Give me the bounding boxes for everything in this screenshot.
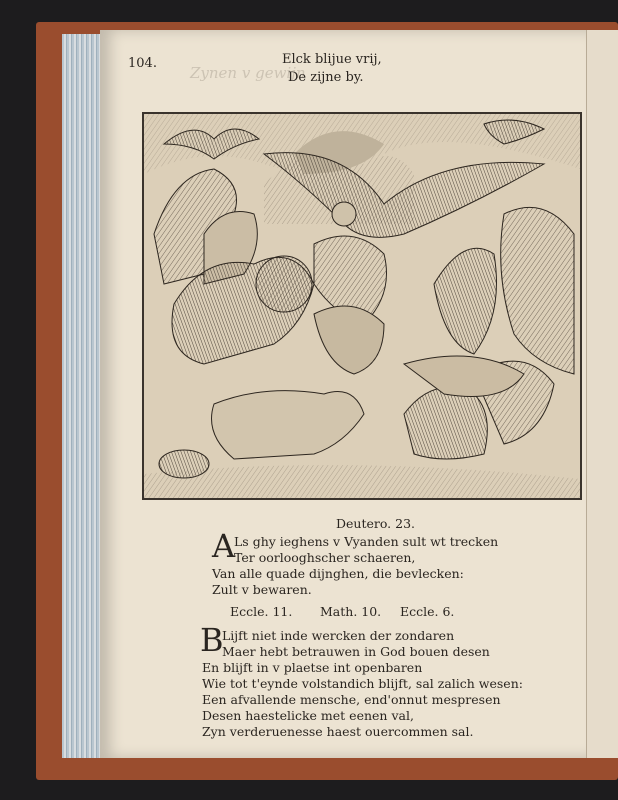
verse-1-line-1: Ls ghy ieghens v Vyanden sult wt trecken bbox=[234, 534, 499, 549]
engraving-illustration bbox=[142, 112, 582, 500]
animals-engraving bbox=[144, 114, 580, 498]
verse-2-line-4: Wie tot t'eynde volstandich blijft, sal zalich wesen: bbox=[202, 676, 523, 691]
show-through-text: Zynen v gewijn bbox=[190, 64, 306, 82]
reference-eccle-6: Eccle. 6. bbox=[400, 604, 455, 619]
verse-1-line-3: Van alle quade dijnghen, die bevlecken: bbox=[212, 566, 464, 581]
drop-cap-a: A bbox=[212, 527, 236, 565]
motto-line-1: Elck blijue vrij, bbox=[282, 52, 382, 67]
verse-2-line-1: Lijft niet inde wercken der zondaren bbox=[222, 628, 455, 643]
verse-1-line-2: Ter oorlooghscher schaeren, bbox=[234, 550, 416, 565]
right-page-edge bbox=[586, 30, 618, 758]
verse-2-line-6: Desen haestelicke met eenen val, bbox=[202, 708, 414, 723]
motto-line-2: De zijne by. bbox=[288, 70, 364, 85]
verse-2-line-5: Een afvallende mensche, end'onnut mespresen bbox=[202, 692, 501, 707]
verse-2-line-3: En blijft in v plaetse int openbaren bbox=[202, 660, 423, 675]
page-number: 104. bbox=[128, 56, 157, 71]
reference-math-10: Math. 10. bbox=[320, 604, 382, 619]
verse-2-line-2: Maer hebt betrauwen in God bouen desen bbox=[222, 644, 490, 659]
drop-cap-b: B bbox=[200, 621, 224, 659]
verse-1-line-4: Zult v bewaren. bbox=[212, 582, 312, 597]
reference-eccle-11: Eccle. 11. bbox=[230, 604, 293, 619]
reference-deuteronomy: Deutero. 23. bbox=[336, 516, 415, 531]
verse-2-line-7: Zyn verderuenesse haest ouercommen sal. bbox=[202, 724, 474, 739]
